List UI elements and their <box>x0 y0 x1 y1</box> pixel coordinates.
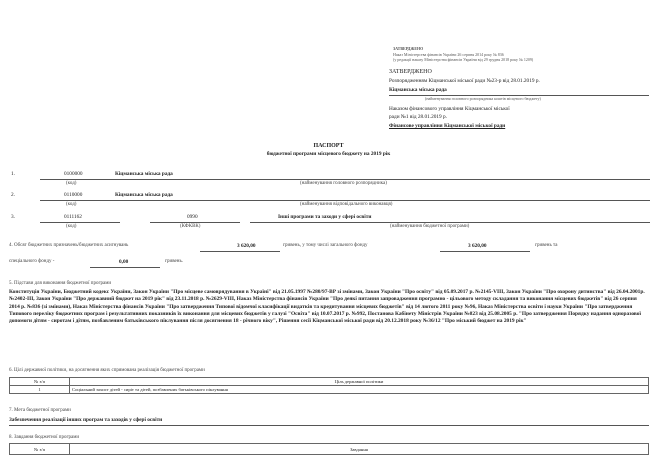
code-row-2-code-underline <box>40 200 120 201</box>
code-row-1-name-underline <box>110 179 650 180</box>
approval-body-1-caption: (найменування головного розпорядника коштів місцевого бюджету) <box>425 96 541 101</box>
goals-col-goal: Ціль державної політики <box>70 378 649 386</box>
budget-special-label: спеціального фонду - <box>9 259 55 264</box>
code-row-3-kfkvk-caption: (КФКВК) <box>180 224 201 229</box>
section-7-underline <box>9 425 649 426</box>
goals-col-num: № з/п <box>10 378 70 386</box>
code-row-3-name-underline <box>250 222 650 223</box>
code-row-1-name: Кіцманська міська рада <box>115 171 173 177</box>
code-row-3-kfkvk-underline <box>150 222 240 223</box>
tasks-table-header <box>10 444 649 455</box>
goal-row-text: Соціальний захист дітей - сиріт та дітей, позбавлених батьківського піклування <box>70 386 649 394</box>
section-7-text: Забезпечення реалізації інших програм та заходів у сфері освіти <box>9 417 163 423</box>
budget-special-suffix: гривень. <box>165 259 183 264</box>
budget-total: 3 620,00 <box>237 243 256 249</box>
budget-general-underline <box>440 251 530 252</box>
budget-prefix: 4. Обсяг бюджетних призначень/бюджетних асигнувань <box>9 243 129 248</box>
budget-special-underline <box>90 267 160 268</box>
code-row-3-code: 0111162 <box>64 214 82 220</box>
section-6-heading: 6. Цілі державної політики, на досягнення яких спрямована реалізація бюджетної програми <box>9 368 205 373</box>
tasks-col-task: Завдання <box>70 444 649 455</box>
code-row-2-name-caption: (найменування відповідального виконавця) <box>300 202 393 207</box>
code-row-1-code-underline <box>40 179 120 180</box>
passport-subtitle: бюджетної програми місцевого бюджету на 2019 рік <box>266 151 391 157</box>
approval-order-2a: Наказом фінансового управління Кіцманської міської <box>389 106 510 112</box>
budget-total-underline <box>200 251 280 252</box>
budget-mid: гривень, у тому числі загального фонду <box>283 243 368 248</box>
tasks-table <box>9 443 649 455</box>
approval-order-1: Розпорядженням Кіцманської міської ради №23-р від 28.01.2019 р. <box>389 78 540 84</box>
goals-table-header <box>10 378 649 386</box>
code-row-2-code-caption: (код) <box>66 202 77 207</box>
code-row-2-name-underline <box>110 200 650 201</box>
stamp-line-1: Наказ Міністерства фінансів України 26 серпня 2014 року № 836 <box>393 52 504 57</box>
approval-body-2: Фінансове управління Кіцманської міської ради <box>389 123 506 129</box>
code-row-2-code: 0110000 <box>64 192 83 198</box>
passport-title: ПАСПОРТ <box>313 143 344 149</box>
approval-body-1: Кіцманська міська рада <box>389 87 447 93</box>
goals-table <box>9 377 649 394</box>
budget-general: 3 620,00 <box>468 243 487 249</box>
code-row-1-code-caption: (код) <box>66 181 77 186</box>
code-row-2-name: Кіцманська міська рада <box>115 192 173 198</box>
code-row-3-code-underline <box>40 222 120 223</box>
section-7-heading: 7. Мета бюджетної програми <box>9 408 71 413</box>
section-8-heading: 8. Завдання бюджетної програми <box>9 435 80 440</box>
code-row-3-name-caption: (найменування бюджетної програми) <box>390 224 470 229</box>
code-row-1-code: 0100000 <box>64 171 83 177</box>
table-row <box>10 386 649 394</box>
code-row-1-name-caption: (найменування головного розпорядника) <box>300 181 387 186</box>
code-row-3-code-caption: (код) <box>66 224 77 229</box>
code-row-1-num: 1. <box>11 171 15 177</box>
approval-order-2b: ради №1 від 28.01.2019 р. <box>389 114 448 120</box>
section-5-text: Конституція України, Бюджетний кодекс України, Закон України "Про місцеве самоврядування в Україні" від 21.05.1997 №280/97-ВР зі змінами, Закон України "Про освіту" від 05.09.2017 р. №2145-VIII, Закон України "Про охорону дитинства" від 26.04.2001р. №2402-III, Закон України "Про державний бюджет на 2019 рік" від 23.11.2018 р. №2629-VIII, Наказ Міністерства фінансів України "Про деякі питання запровадження програмно - цільового методу складання та виконання місцевих бюджетів" від 26 серпня 2014 р. №836 (зі змінами), Наказ Міністерства фінансів України "Про затвердження Типової відомчої класифікації видатків та кредитування місцевих бюджетів" від 14 лютого 2011 року №96, Наказ Міністерства освіти і науки України "Про затвердження Типового переліку бюджетних програм і результативних показників їх виконання для місцевих бюджетів у галузі "Освіта" від 10.07.2017 р. №992, Постанова Кабінету Міністрів України №823 від 25.08.2005 р. "Про затвердження Порядку надання одноразової допомоги дітям - сиротам і дітям, позбавленим батьківського піклування після досягнення 18 - річного віку", Рішення сесії Кіцманської міської ради від 20.12.2018 року №36/12 "Про міський бюджет на 2019 рік" <box>9 289 645 325</box>
section-5-heading: 5. Підстави для виконання бюджетної програми <box>9 281 112 286</box>
approval-title: ЗАТВЕРДЖЕНО <box>389 69 432 75</box>
goal-row-num: 1 <box>10 386 70 394</box>
tasks-col-num: № з/п <box>10 444 70 455</box>
code-row-3-num: 3. <box>11 214 15 220</box>
code-row-3-kfkvk: 0990 <box>187 214 198 220</box>
stamp-label: ЗАТВЕРДЖЕНО <box>393 46 424 51</box>
budget-suffix: гривень та <box>535 243 558 248</box>
code-row-2-num: 2. <box>11 192 15 198</box>
budget-special: 0,00 <box>119 259 129 265</box>
code-row-3-name: Інші програми та заходи у сфері освіти <box>278 214 372 220</box>
stamp-line-2: (у редакції наказу Міністерства фінансів України від 29 грудня 2018 року № 1209) <box>393 57 534 62</box>
